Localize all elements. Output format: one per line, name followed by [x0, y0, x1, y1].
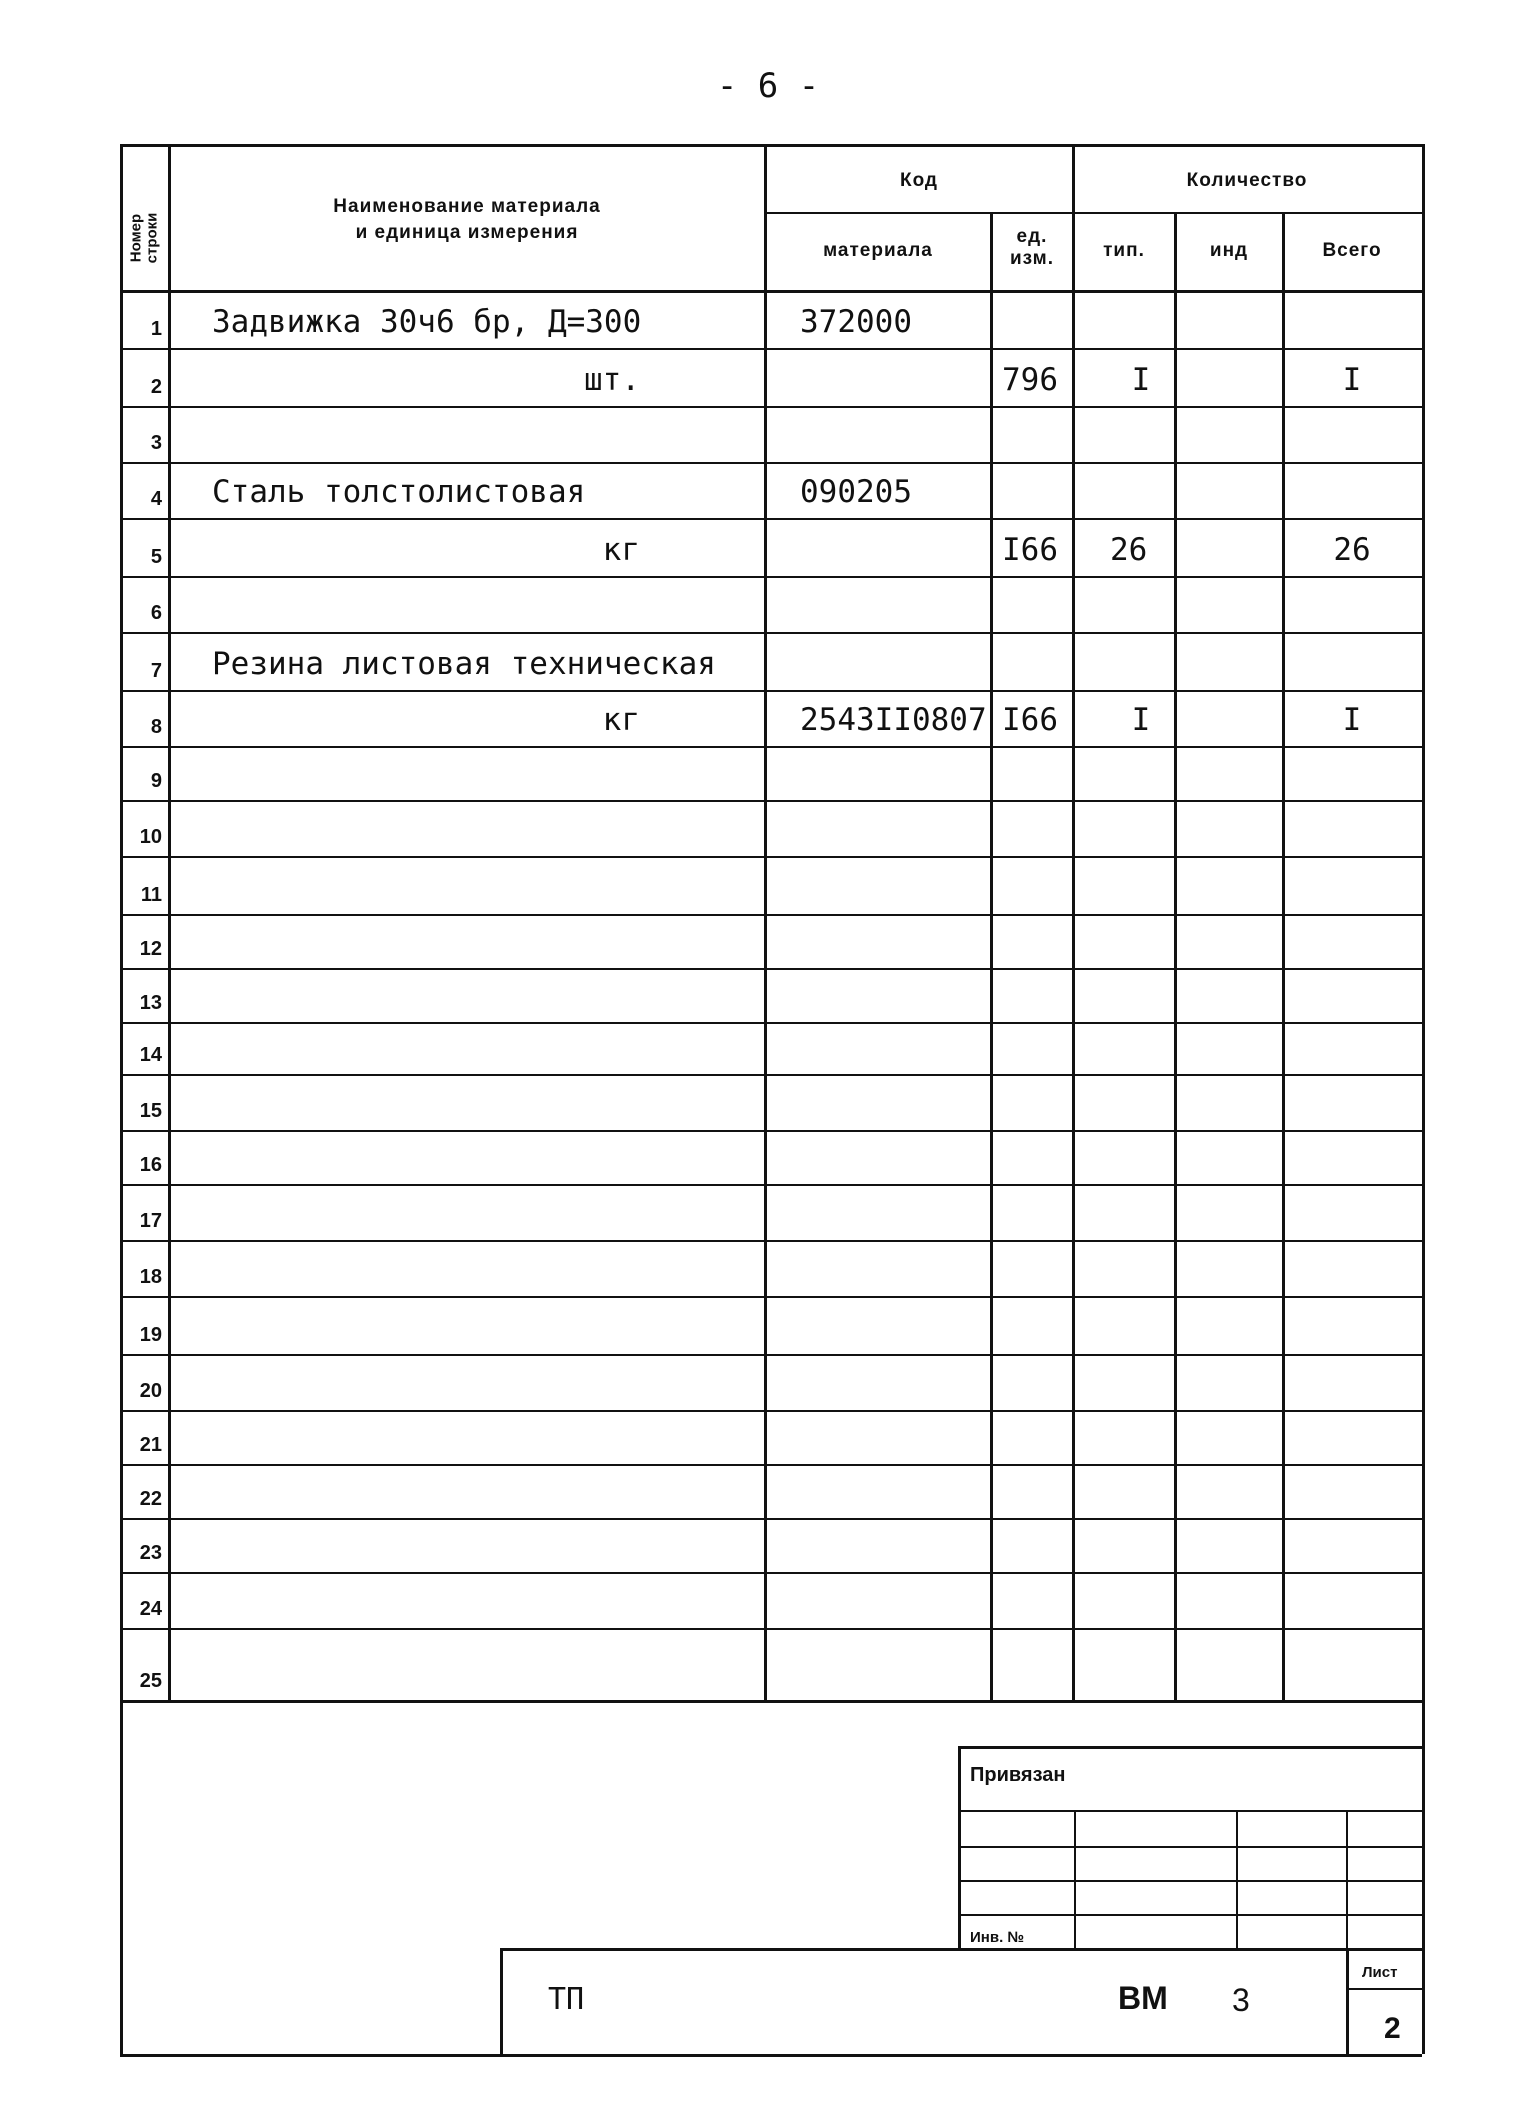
- grid-line: [120, 746, 1422, 748]
- grid-line: [120, 968, 1422, 970]
- grid-line: [764, 212, 1422, 214]
- row-number: 17: [139, 1210, 162, 1232]
- row-number: 19: [139, 1324, 162, 1346]
- grid-line: [120, 1572, 1422, 1574]
- grid-line: [120, 1240, 1422, 1242]
- grid-line: [120, 1130, 1422, 1132]
- row-qty-type: I: [1131, 702, 1151, 738]
- grid-line: [120, 856, 1422, 858]
- row-number: 21: [139, 1434, 162, 1456]
- row-qty-total: 26: [1333, 532, 1371, 568]
- row-name-unit: кг: [602, 702, 640, 738]
- row-number: 23: [139, 1542, 162, 1564]
- row-name: Сталь толстолистовая: [212, 474, 586, 510]
- code-header: Код: [899, 170, 938, 191]
- row-number: 10: [139, 826, 162, 848]
- stamp-code-num: 3: [1232, 1982, 1250, 2018]
- page-number: - 6 -: [716, 66, 820, 106]
- grid-line: [1346, 1810, 1348, 1948]
- row-number: 5: [150, 546, 162, 568]
- grid-line: [120, 462, 1422, 464]
- row-name: Резина листовая техническая: [212, 646, 716, 682]
- grid-line: [120, 632, 1422, 634]
- grid-line: [168, 144, 171, 1700]
- grid-line: [120, 1296, 1422, 1298]
- grid-line: [120, 1700, 1422, 1703]
- grid-line: [120, 348, 1422, 350]
- name-header-line2: и единица измерения: [355, 222, 579, 243]
- row-unit-code: I66: [1002, 702, 1058, 738]
- grid-line: [120, 1354, 1422, 1356]
- row-name-unit: шт.: [584, 362, 640, 398]
- grid-line: [120, 144, 1422, 147]
- grid-line: [500, 1948, 503, 2054]
- row-number: 11: [140, 884, 162, 906]
- grid-line: [120, 2054, 1422, 2057]
- material-header: материала: [823, 240, 933, 261]
- grid-line: [120, 690, 1422, 692]
- row-number: 4: [150, 488, 162, 510]
- row-unit-code: 796: [1002, 362, 1058, 398]
- grid-line: [120, 1074, 1422, 1076]
- grid-line: [120, 1518, 1422, 1520]
- row-number: 1: [150, 318, 162, 340]
- grid-line: [1282, 212, 1285, 1700]
- row-number: 18: [139, 1266, 162, 1288]
- row-number: 9: [150, 770, 162, 792]
- grid-line: [958, 1914, 1422, 1916]
- grid-line: [1236, 1810, 1238, 1948]
- grid-line: [120, 800, 1422, 802]
- row-code: 372000: [800, 304, 912, 340]
- stamp-code-mid: ВМ: [1118, 1980, 1168, 2016]
- grid-line: [958, 1880, 1422, 1882]
- row-number: 14: [139, 1044, 162, 1066]
- row-number: 13: [139, 992, 162, 1014]
- row-number: 15: [139, 1100, 162, 1122]
- ind-header: инд: [1209, 240, 1249, 261]
- name-header-line1: Наименование материала: [333, 196, 601, 217]
- grid-line: [120, 406, 1422, 408]
- stamp-code-left: ТП: [548, 1982, 585, 2017]
- grid-line: [120, 290, 1422, 293]
- row-code: 2543II0807: [800, 702, 987, 738]
- grid-line: [500, 1948, 1422, 1951]
- attached-label: Привязан: [970, 1764, 1066, 1786]
- grid-line: [764, 144, 767, 1700]
- grid-line: [120, 1410, 1422, 1412]
- row-number: 7: [150, 660, 162, 682]
- row-number: 16: [139, 1154, 162, 1176]
- grid-line: [120, 576, 1422, 578]
- row-number: 20: [139, 1380, 162, 1402]
- row-unit-code: I66: [1002, 532, 1058, 568]
- grid-line: [120, 1464, 1422, 1466]
- unit-header: ед. изм.: [1010, 226, 1054, 269]
- row-qty-type: I: [1131, 362, 1151, 398]
- grid-line: [120, 144, 123, 2054]
- row-qty-type: 26: [1110, 532, 1148, 568]
- grid-line: [1346, 1988, 1422, 1990]
- row-number: 25: [139, 1670, 162, 1692]
- row-name: Задвижка 30ч6 бр, Д=300: [212, 304, 642, 340]
- grid-line: [958, 1846, 1422, 1848]
- row-number: 3: [150, 432, 162, 454]
- grid-line: [120, 914, 1422, 916]
- grid-line: [958, 1746, 1422, 1749]
- row-number: 8: [150, 716, 162, 738]
- grid-line: [120, 518, 1422, 520]
- type-header: тип.: [1103, 240, 1145, 261]
- grid-line: [958, 1810, 1422, 1812]
- grid-line: [1174, 212, 1177, 1700]
- grid-line: [120, 1184, 1422, 1186]
- row-qty-total: I: [1342, 702, 1362, 738]
- quantity-header: Количество: [1186, 170, 1308, 191]
- row-number: 2: [150, 376, 162, 398]
- row-number: 24: [139, 1598, 162, 1620]
- row-number: 12: [139, 938, 162, 960]
- grid-line: [120, 1022, 1422, 1024]
- row-number: 6: [150, 602, 162, 624]
- row-qty-total: I: [1342, 362, 1362, 398]
- inv-label: Инв. №: [970, 1929, 1025, 1946]
- grid-line: [1074, 1810, 1076, 1948]
- grid-line: [1346, 1948, 1349, 2054]
- row-number: 22: [139, 1488, 162, 1510]
- row-code: 090205: [800, 474, 912, 510]
- grid-line: [120, 1628, 1422, 1630]
- row-name-unit: кг: [602, 532, 640, 568]
- sheet-label: Лист: [1362, 1964, 1398, 1981]
- grid-line: [1422, 144, 1425, 2054]
- sheet-number: 2: [1384, 2012, 1401, 2045]
- total-header: Всего: [1322, 240, 1382, 261]
- row-number-header: Номер строки: [127, 212, 161, 263]
- grid-line: [990, 212, 993, 1700]
